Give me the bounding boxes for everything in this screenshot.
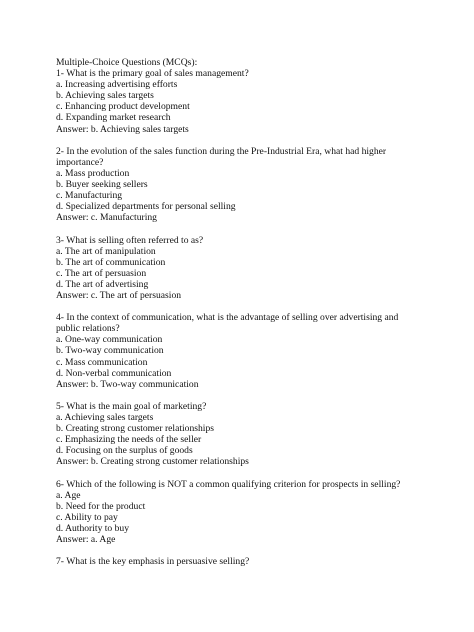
question-block-6: [56, 479, 418, 546]
question-block-2: [56, 146, 418, 224]
option-d: d. Authority to buy: [56, 522, 130, 534]
question-text: 6- Which of the following is NOT a common qualifying criterion for prospects in selling?: [56, 478, 401, 490]
question-block-5: [56, 401, 418, 468]
option-a: a. Mass production: [56, 167, 130, 179]
option-a: a. Achieving sales targets: [56, 412, 154, 423]
option-a: a. One-way communication: [56, 334, 163, 346]
option-b: b. Need for the product: [56, 500, 146, 512]
option-c: c. Ability to pay: [56, 511, 118, 523]
option-a: a. Age: [56, 489, 81, 501]
option-b: b. The art of communication: [56, 256, 166, 268]
option-a: a. Increasing advertising efforts: [56, 79, 178, 91]
question-text: 7- What is the key emphasis in persuasive selling?: [56, 556, 250, 568]
answer-text: Answer: c. Manufacturing: [56, 212, 157, 224]
option-d: d. Expanding market research: [56, 112, 171, 124]
question-block-3: [56, 235, 418, 302]
option-d: d. Specialized departments for personal selling: [56, 201, 236, 213]
document-heading: Multiple-Choice Questions (MCQs):: [56, 57, 198, 68]
answer-text: Answer: a. Age: [56, 534, 116, 546]
option-c: c. The art of persuasion: [56, 267, 147, 279]
option-d: d. The art of advertising: [56, 278, 149, 290]
answer-text: Answer: c. The art of persuasion: [56, 289, 182, 301]
question-text: 1- What is the primary goal of sales management?: [56, 68, 249, 80]
option-c: c. Mass communication: [56, 356, 148, 368]
question-block-1: [56, 68, 418, 135]
question-text: 3- What is selling often referred to as?: [56, 234, 204, 246]
question-text: 4- In the context of communication, what is the advantage of selling over advertising and public relations?: [56, 312, 399, 335]
document-page: [56, 57, 418, 578]
option-d: d. Non-verbal communication: [56, 367, 172, 379]
option-a: a. The art of manipulation: [56, 245, 156, 257]
option-c: c. Enhancing product development: [56, 101, 190, 113]
question-text: 5- What is the main goal of marketing?: [56, 400, 207, 412]
option-c: c. Emphasizing the needs of the seller: [56, 434, 202, 446]
answer-text: Answer: b. Achieving sales targets: [56, 123, 189, 135]
answer-text: Answer: b. Two-way communication: [56, 378, 199, 390]
answer-text: Answer: b. Creating strong customer relationships: [56, 456, 249, 468]
question-block-7: [56, 556, 418, 567]
option-b: b. Two-way communication: [56, 345, 164, 357]
option-b: b. Buyer seeking sellers: [56, 179, 148, 191]
option-b: b. Creating strong customer relationships: [56, 423, 215, 435]
option-d: d. Focusing on the surplus of goods: [56, 445, 193, 457]
question-block-4: [56, 312, 418, 390]
option-c: c. Manufacturing: [56, 190, 123, 202]
option-b: b. Achieving sales targets: [56, 90, 154, 102]
question-text: 2- In the evolution of the sales function during the Pre-Industrial Era, what had higher importance?: [56, 145, 387, 168]
